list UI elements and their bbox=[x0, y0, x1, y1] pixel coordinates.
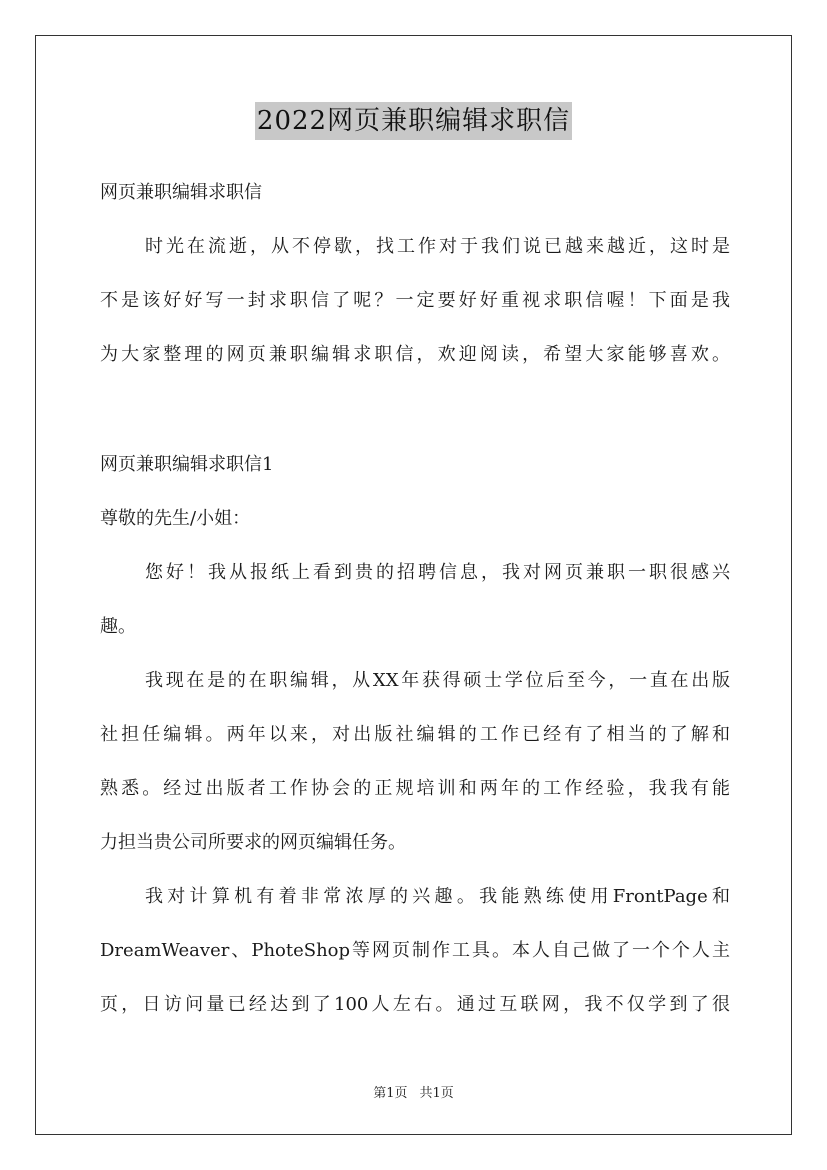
paragraph-line: DreamWeaver、PhoteShop等网页制作工具。本人自己做了一个个人主 bbox=[100, 940, 730, 961]
document-title: 2022网页兼职编辑求职信 bbox=[255, 102, 572, 140]
page-footer bbox=[0, 1085, 827, 1103]
paragraph-line: 不是该好好写一封求职信了呢？一定要好好重视求职信喔！下面是我 bbox=[100, 290, 730, 311]
paragraph-line: 趣。 bbox=[100, 616, 136, 637]
paragraph-line: 熟悉。经过出版者工作协会的正规培训和两年的工作经验，我我有能 bbox=[100, 778, 730, 799]
title-block bbox=[0, 102, 827, 140]
page-number: 第1页 bbox=[373, 1086, 408, 1101]
section-heading: 网页兼职编辑求职信1 bbox=[100, 454, 274, 475]
paragraph-line: 社担任编辑。两年以来，对出版社编辑的工作已经有了相当的了解和 bbox=[100, 724, 730, 745]
paragraph-line: 力担当贵公司所要求的网页编辑任务。 bbox=[100, 832, 406, 853]
paragraph-line: 我现在是的在职编辑，从XX年获得硕士学位后至今，一直在出版 bbox=[145, 670, 730, 691]
paragraph-line: 时光在流逝，从不停歇，找工作对于我们说已越来越近，这时是 bbox=[145, 236, 730, 257]
paragraph-line: 页，日访问量已经达到了100人左右。通过互联网，我不仅学到了很 bbox=[100, 994, 730, 1015]
paragraph-line: 为大家整理的网页兼职编辑求职信，欢迎阅读，希望大家能够喜欢。 bbox=[100, 344, 730, 365]
salutation: 尊敬的先生/小姐： bbox=[100, 508, 251, 529]
page-total: 共1页 bbox=[419, 1086, 454, 1101]
paragraph-line: 您好！我从报纸上看到贵的招聘信息，我对网页兼职一职很感兴 bbox=[145, 562, 730, 583]
subtitle-line: 网页兼职编辑求职信 bbox=[100, 182, 262, 203]
paragraph-line: 我对计算机有着非常浓厚的兴趣。我能熟练使用FrontPage和 bbox=[145, 886, 730, 907]
